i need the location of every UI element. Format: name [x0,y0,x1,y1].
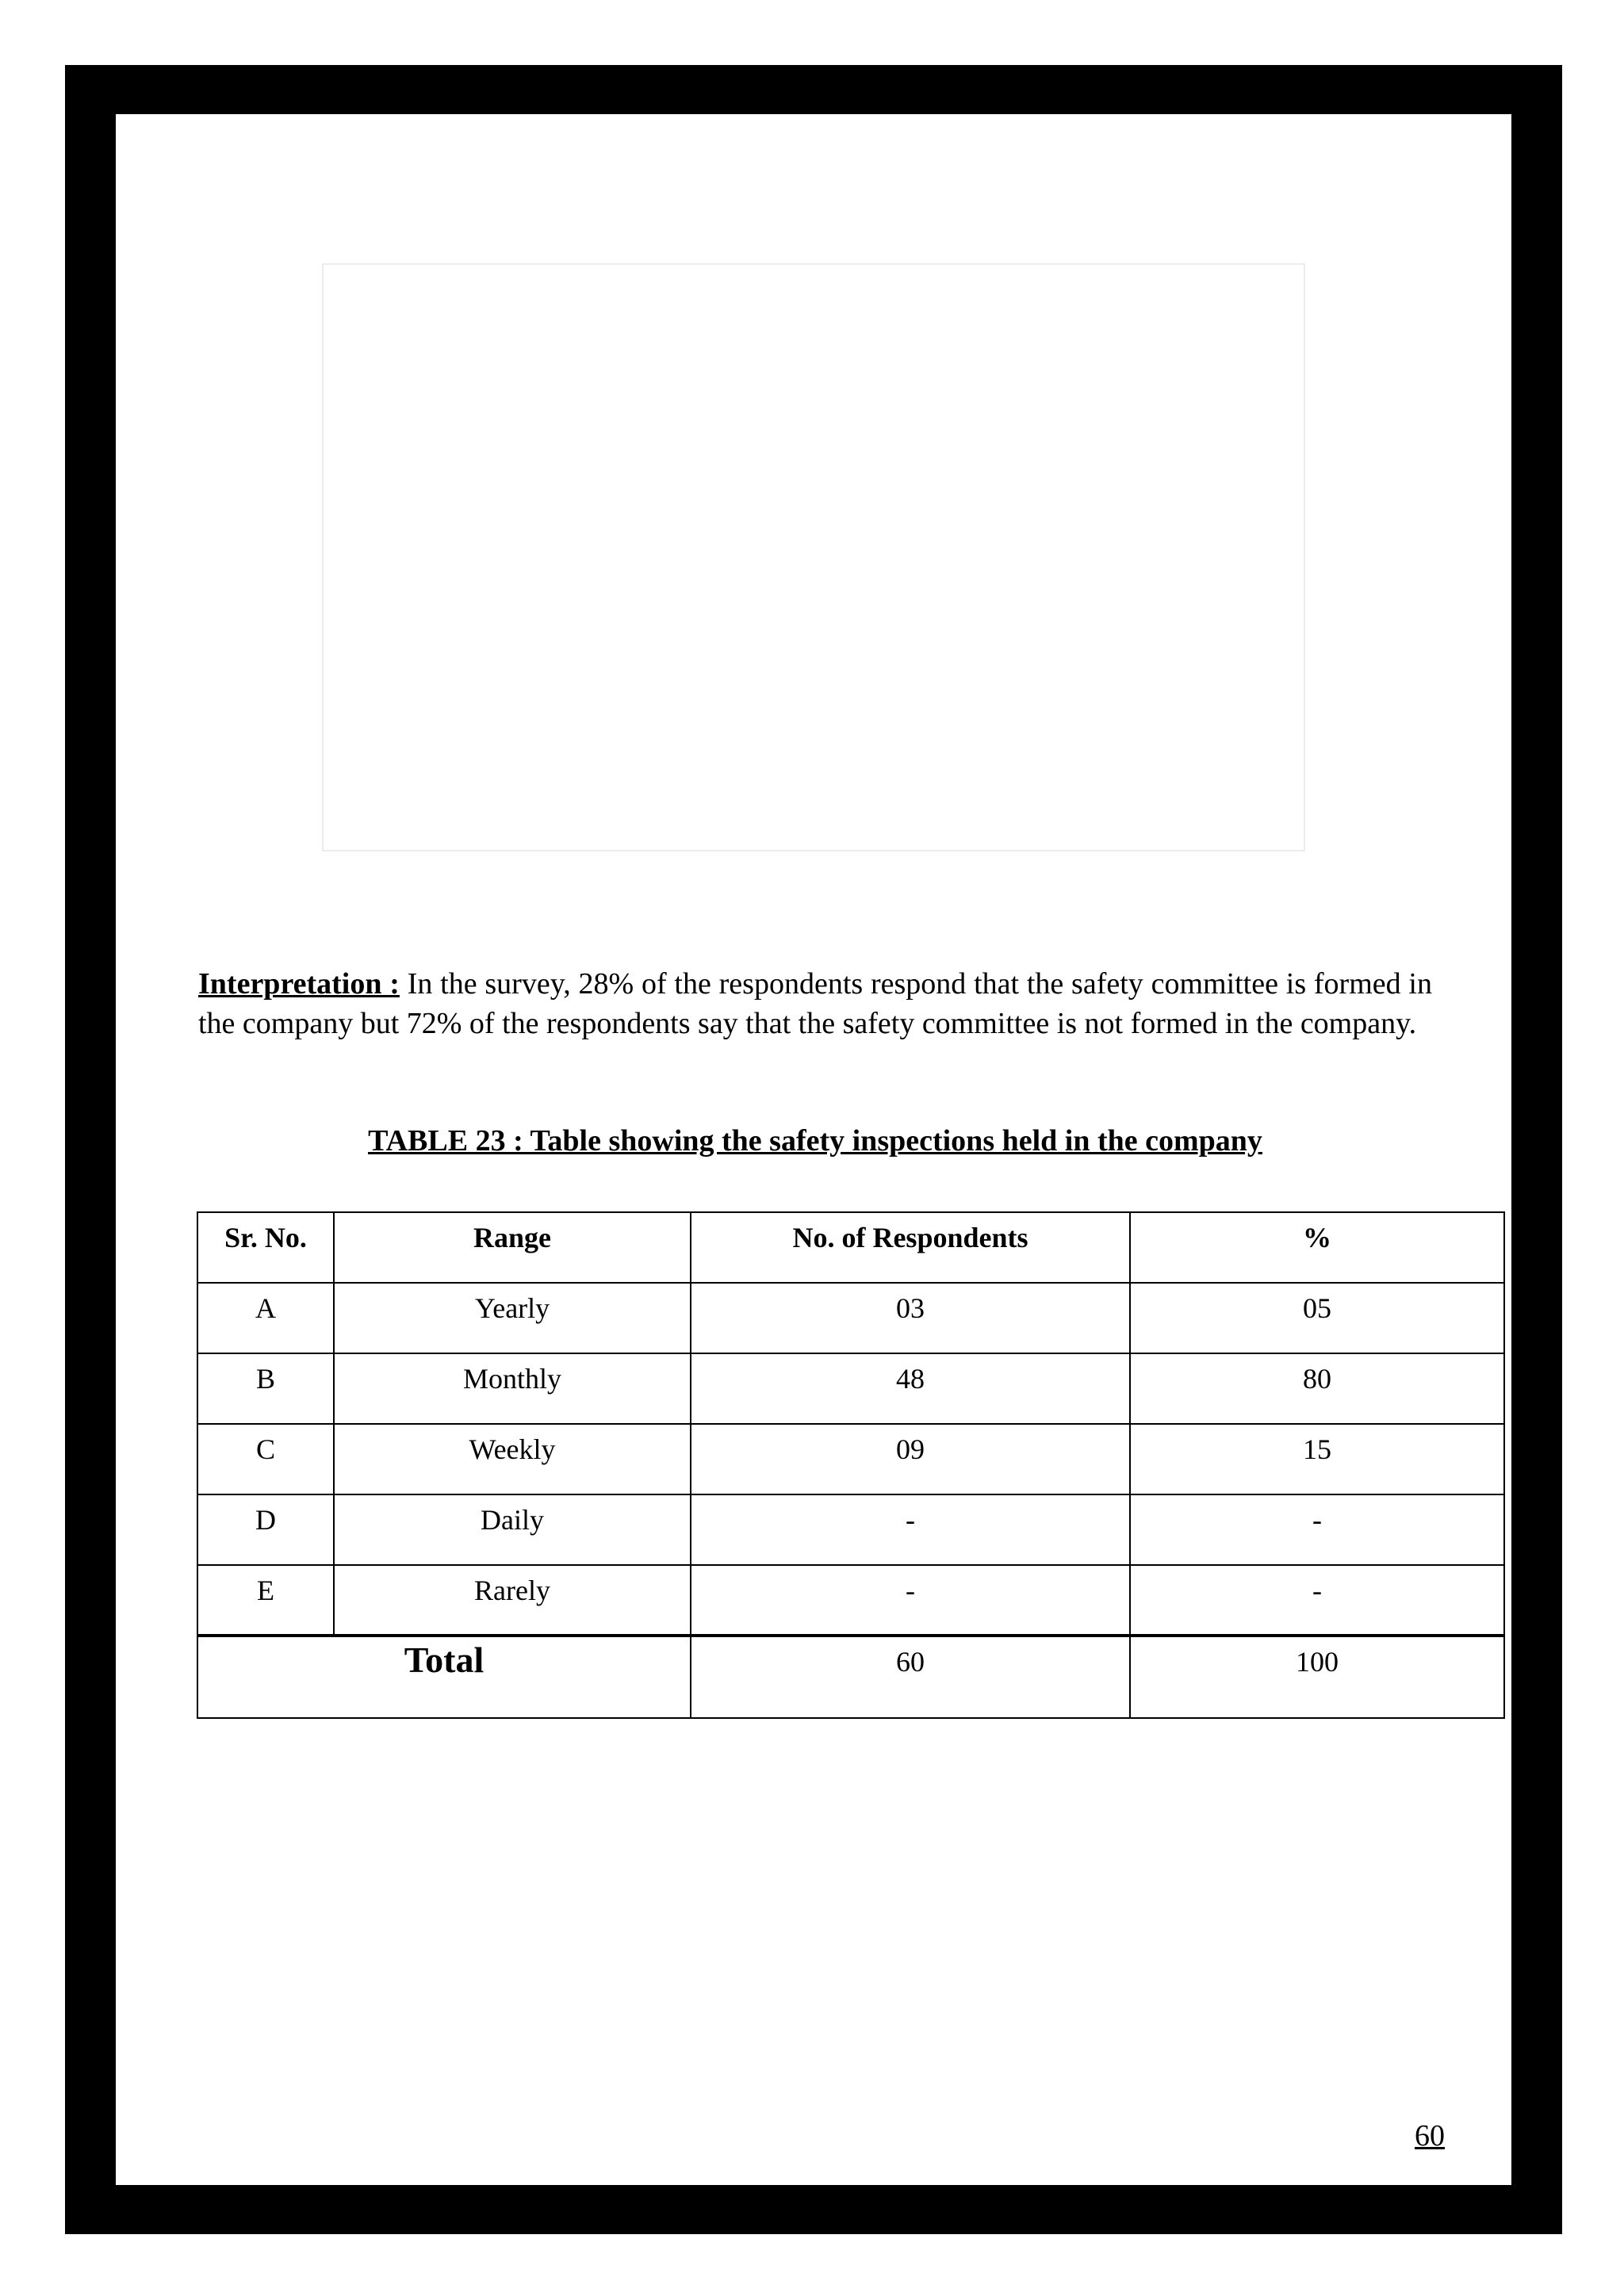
cell-percent: - [1130,1565,1504,1636]
cell-sr-no: D [197,1494,334,1565]
table-row [197,1353,1504,1424]
cell-sr-no: B [197,1353,334,1424]
cell-percent: 15 [1130,1424,1504,1494]
cell-percent: 80 [1130,1353,1504,1424]
cell-percent: 05 [1130,1283,1504,1353]
cell-respondents: 03 [691,1283,1130,1353]
inspections-table [197,1211,1505,1719]
cell-range: Weekly [334,1424,691,1494]
page-content [116,114,1511,2185]
cell-range: Monthly [334,1353,691,1424]
table-row [197,1565,1504,1636]
interpretation-label: Interpretation : [198,967,400,1001]
header-sr-no: Sr. No. [197,1212,334,1283]
header-range: Range [334,1212,691,1283]
table-row [197,1494,1504,1565]
cell-respondents: 09 [691,1424,1130,1494]
interpretation-text: In the survey, 28% of the respondents respond that the safety committee is formed in the company but 72% of the respondents say that the safety committee is not formed in the company. [198,967,1432,1040]
total-percent: 100 [1130,1636,1504,1718]
header-percent: % [1130,1212,1504,1283]
cell-range: Rarely [334,1565,691,1636]
page-number: 60 [1415,2119,1445,2152]
cell-range: Daily [334,1494,691,1565]
cell-respondents: - [691,1494,1130,1565]
total-respondents: 60 [691,1636,1130,1718]
cell-range: Yearly [334,1283,691,1353]
table-row [197,1283,1504,1353]
figure-placeholder [322,263,1305,851]
cell-sr-no: C [197,1424,334,1494]
cell-sr-no: E [197,1565,334,1636]
table-row [197,1424,1504,1494]
header-respondents: No. of Respondents [691,1212,1130,1283]
total-label: Total [197,1636,691,1718]
table-header-row [197,1212,1504,1283]
cell-respondents: - [691,1565,1130,1636]
cell-sr-no: A [197,1283,334,1353]
table-caption: TABLE 23 : Table showing the safety inspections held in the company [368,1124,1262,1158]
page-frame [65,65,1562,2234]
table-total-row [197,1636,1504,1718]
interpretation-paragraph [198,964,1432,1043]
cell-percent: - [1130,1494,1504,1565]
cell-respondents: 48 [691,1353,1130,1424]
